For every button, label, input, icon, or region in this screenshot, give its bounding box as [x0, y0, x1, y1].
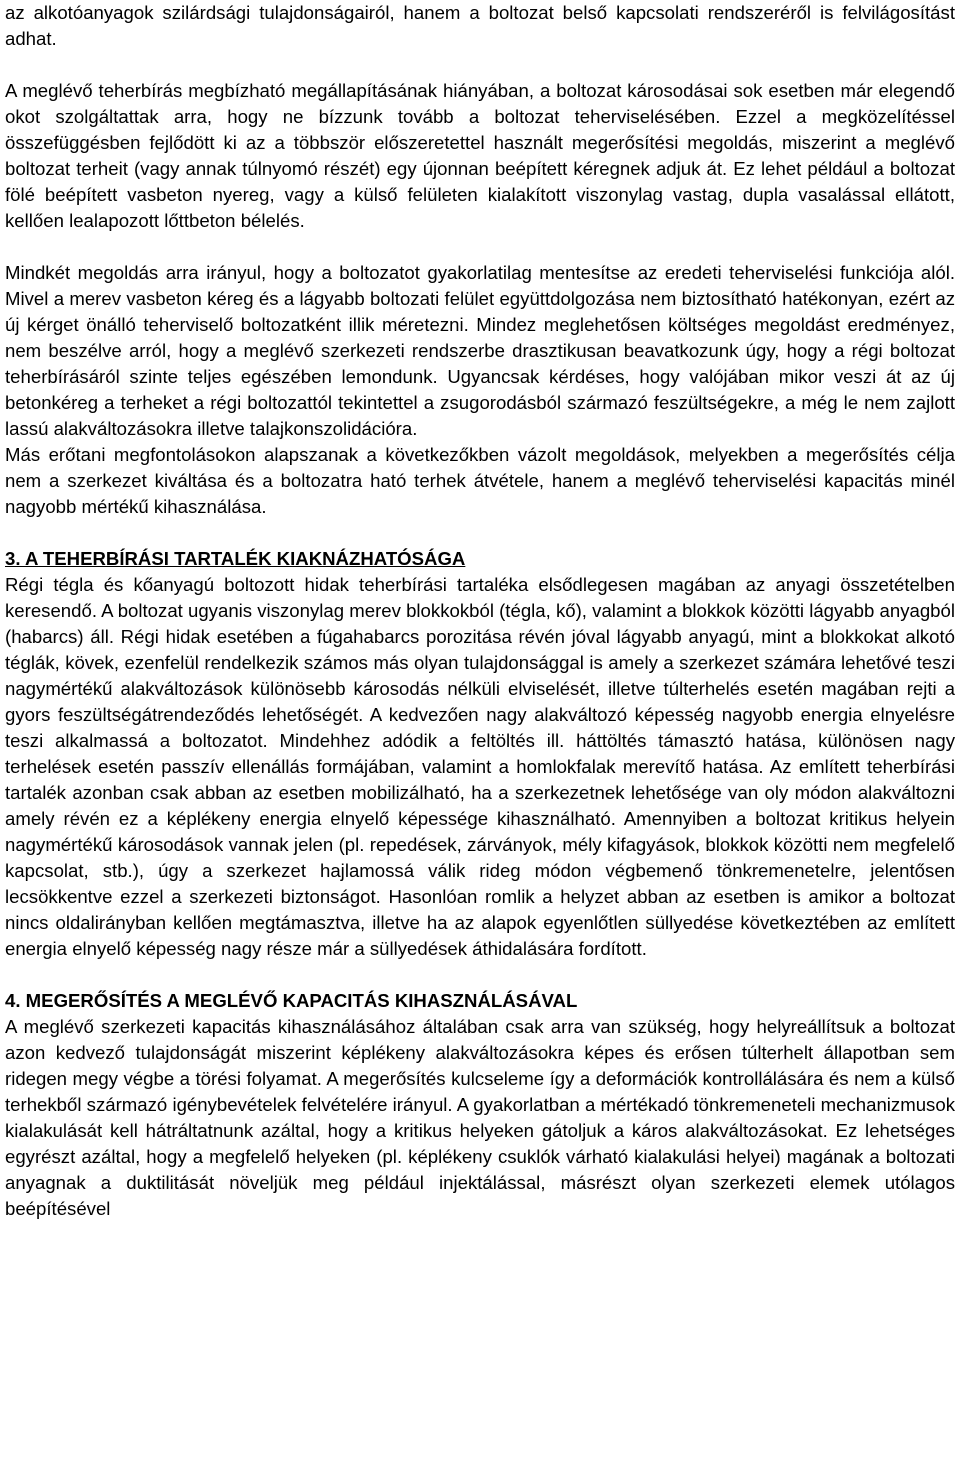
- section-heading-3: 3. A TEHERBÍRÁSI TARTALÉK KIAKNÁZHATÓSÁGA: [5, 548, 466, 569]
- paragraph-6: A meglévő szerkezeti kapacitás kihasználásához általában csak arra van szükség, hogy helyreállítsuk a boltozat azon kedvező tulajdonságát miszerint képlékeny alakváltozásokra képes és erősen túlterhelt állapotban sem ridegen megy végbe a törési folyamat. A megerősítés kulcseleme így a deformációk kontrollálására és nem a külső terhekből származó igénybevételek felvételére irányul. A gyakorlatban a mértékadó tönkremeneteli mechanizmusok kialakulását kell hátráltatnunk azáltal, hogy a kritikus helyeken gátoljuk a káros alakváltozásokat. Ez lehetséges egyrészt azáltal, hogy a megfelelő helyeken (pl. képlékeny csuklók várható kialakulási helyei) magának a boltozati anyagnak a duktilitását növeljük meg például injektálással, másrészt olyan szerkezeti elemek utólagos beépítésével: [5, 1016, 955, 1219]
- paragraph-4: Más erőtani megfontolásokon alapszanak a következőkben vázolt megoldások, melyekben a megerősítés célja nem a szerkezet kiváltása és a boltozatra ható terhek átvétele, hanem a meglévő teherviselési kapacitás minél nagyobb mértékű kihasználása.: [5, 444, 955, 517]
- paragraph-5: Régi tégla és kőanyagú boltozott hidak teherbírási tartaléka elsődlegesen magában az anyagi összetételben keresendő. A boltozat ugyanis viszonylag merev blokkokból (tégla, kő), valamint a blokkok közötti lágyabb anyagból (habarcs) áll. Régi hidak esetében a fúgahabarcs porozitása révén jóval lágyabb anyagú, mint a blokkokat alkotó téglák, kövek, ezenfelül rendelkezik számos más olyan tulajdonsággal is amely a szerkezet számára lehetővé teszi nagymértékű alakváltozások különösebb károsodás nélküli elviselését, illetve túlterhelés esetén magában rejti a gyors feszültségátrendeződés lehetőségét. A kedvezően nagy alakváltozó képesség nagyobb energia elnyelésre teszi alkalmassá a boltozatot. Mindehhez adódik a feltöltés ill. háttöltés támasztó hatása, különösen nagy terhelések esetén passzív ellenállás formájában, valamint a homlokfalak merevítő hatása. Az említett teherbírási tartalék azonban csak abban az esetben mobilizálható, ha a szerkezetnek lehetősége van oly módon alakváltozni amely révén ez a képlékeny energia elnyelő képessége kihasználható. Amennyiben a boltozat kritikus helyein nagymértékű károsodások vannak jelen (pl. repedések, zárványok, mély kifagyások, blokkok közötti nem megfelelő kapcsolat, stb.), úgy a szerkezet hajlamossá válik rideg módon végbemenő tönkremenetelre, jelentősen lecsökkentve ezzel a szerkezeti biztonságot. Hasonlóan romlik a helyzet abban az esetben is amikor a boltozat nincs oldalirányban kellően megtámasztva, illetve ha az alapok egyenlőtlen süllyedése következtében az említett energia elnyelő képesség nagy része már a süllyedések áthidalására fordított.: [5, 574, 955, 959]
- paragraph-3: Mindkét megoldás arra irányul, hogy a boltozatot gyakorlatilag mentesítse az eredeti teherviselési funkciója alól. Mivel a merev vasbeton kéreg és a lágyabb boltozati felület együttdolgozása nem biztosítható hatékonyan, ezért az új kérget önálló teherviselő boltozatként illik méretezni. Mindez meglehetősen költséges megoldást eredményez, nem beszélve arról, hogy a meglévő szerkezeti rendszerbe drasztikusan beavatkozunk úgy, hogy a régi boltozat teherbírásáról szinte teljes egészében lemondunk. Ugyancsak kérdéses, hogy valójában mikor veszi át az új betonkéreg a terheket a régi boltozattól tekintettel a zsugorodásból származó feszültségekre, a még le nem zajlott lassú alakváltozásokra illetve talajkonszolidációra.: [5, 262, 955, 439]
- paragraph-1: az alkotóanyagok szilárdsági tulajdonságairól, hanem a boltozat belső kapcsolati rendszeréről is felvilágosítást adhat.: [5, 2, 955, 49]
- document-page: [5, 0, 955, 1222]
- paragraph-2: A meglévő teherbírás megbízható megállapításának hiányában, a boltozat károsodásai sok esetben már elegendő okot szolgáltattak arra, hogy ne bízzunk tovább a boltozat teherviselésében. Ezzel a megközelítéssel összefüggésben fejlődött ki az a többször előszeretettel használt megerősítési megoldás, miszerint a meglévő boltozat terheit (vagy annak túlnyomó részét) egy újonnan beépített kéregnek adjuk át. Ez lehet például a boltozat fölé beépített vasbeton nyereg, vagy a külső felületen kialakított viszonylag vastag, dupla vasalással ellátott, kellően lealapozott lőttbeton bélelés.: [5, 80, 955, 231]
- section-heading-4: 4. MEGERŐSÍTÉS A MEGLÉVŐ KAPACITÁS KIHASZNÁLÁSÁVAL: [5, 990, 578, 1011]
